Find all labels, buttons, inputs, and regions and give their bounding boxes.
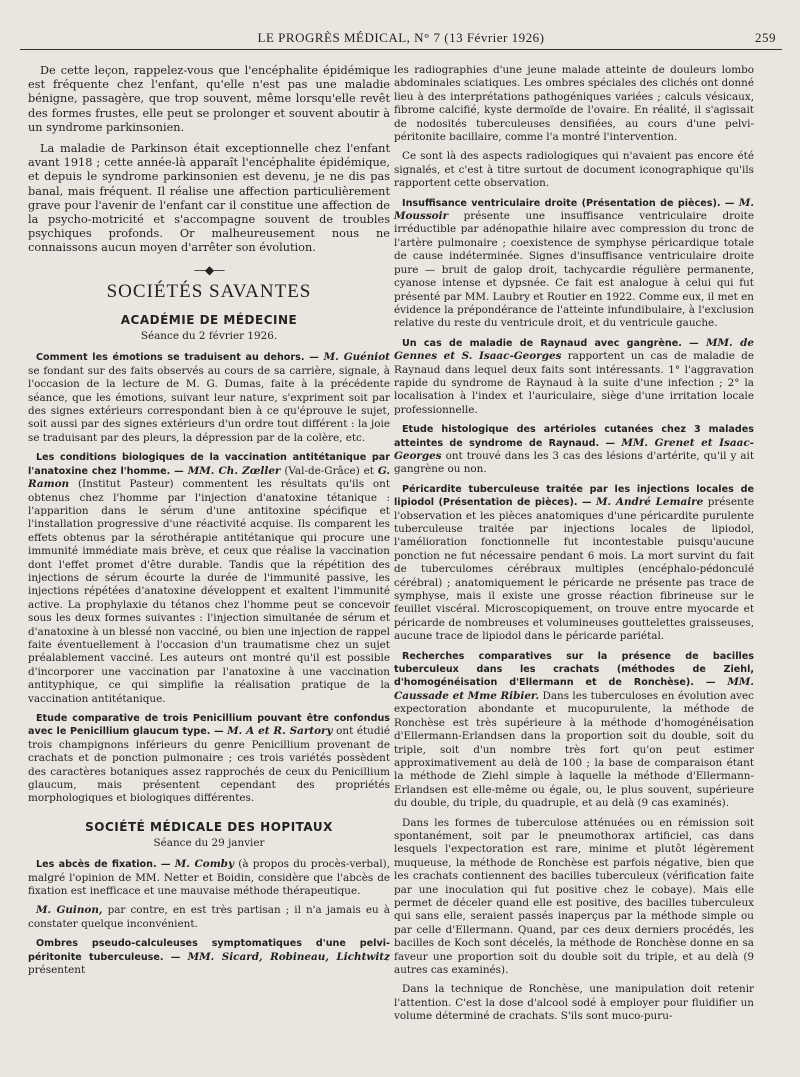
seance-date: Séance du 29 janvier (153, 837, 265, 850)
running-header (20, 27, 782, 50)
communication: Un cas de maladie de Raynaud avec gangrène. — MM. de Gennes et S. Isaac-Georges rapportent un cas de maladie de Raynaud dans lequel deux faits sont intéressants. 1° l'aggravation rapide du syndrome de Raynaud à la suite d'une infection ; 2° la localisation à l'index et l'auriculaire, siège d'une irritation locale professionnelle. (394, 336, 754, 416)
communication: Péricardite tuberculeuse traitée par les injections locales de lipiodol (Présentation de pièces). — M. André Lemaire présente l'observation et les pièces anatomiques d'une péricardite purulente tuberculeuse traitée par injections locales de lipiodol, l'amélioration fonctionnelle fut incontestable puisqu'aucune ponction ne fut nécessaire pendant 6 mois. La mort survint du fait de tuberculomes cérébraux multiples (encéphalo-pédonculé cérébral) ; anatomiquement le péricarde ne présente pas trace de symphyse, mais il existe une grosse réaction fibrineuse sur le feuillet viscéral. Microscopiquement, on trouve entre myocarde et péricarde de nombreuses et volumineuses gouttelettes graisseuses, aucune trace de lipiodol dans le péricarde pariétal. (394, 483, 754, 643)
society-title-hopitaux: SOCIÉTÉ MÉDICALE DES HOPITAUX (85, 819, 333, 834)
section-title: SOCIÉTÉS SAVANTES (106, 280, 312, 302)
journal-title: LE PROGRÈS MÉDICAL, N° 7 (13 Février 1926) (257, 30, 545, 45)
right-column (394, 64, 754, 1030)
section-divider: —◆— (193, 262, 225, 277)
paragraph: Dans les formes de tuberculose atténuées ou en rémission soit spontanément, soit par le pneumothorax artificiel, cas dans lesquels l'expectoration est rare, minime et plutôt légèrement muqueuse, la méthode de Ronchèse est parfois négative, bien que les crachats contiennent des bacilles tuberculeux (vérification faite par une inoculation qui fut positive chez le cobaye). Mais elle permet de déceler quand elle est positive, des bacilles tuberculeux qui sans elle, seraient passés inaperçus par la méthode simple ou par celle d'Ellermann. Quand, par ces deux derniers procédés, les bacilles de Koch sont décelés, la méthode de Ronchèse donne en sa faveur une proportion soit du double soit du triple, et au delà (9 autres cas examinés). (394, 816, 754, 976)
communication: Les abcès de fixation. — M. Comby (à propos du procès-verbal), malgré l'opinion de MM. Netter et Boidin, considère que l'abcès de fixation est inefficace et une mauvaise méthode thérapeutique. (28, 858, 391, 898)
paragraph: La maladie de Parkinson était exceptionnelle chez l'enfant avant 1918 ; cette année-là apparaît l'encéphalite épidémique, et depuis le syndrome parkinsonien est devenu, je ne dis pas banal, mais fréquent. Il réalise une affection particulièrement grave pour l'avenir de l'enfant car il constitue une affection de la psycho-motricité et s'accompagne souvent de troubles psychiques profonds. Or malheureusement nous ne connaissons aucun moyen d'arrêter son évolution. (28, 142, 390, 255)
communication: M. Guinon, par contre, en est très partisan ; il n'a jamais eu à constater quelque inconvénient. (28, 904, 390, 930)
communication: Ombres pseudo-calculeuses symptomatiques d'une pelvi-péritonite tuberculeuse. — MM. Sicard, Robineau, Lichtwitz présentent (28, 938, 390, 977)
page-number: 259 (755, 30, 776, 45)
communication: Etude comparative de trois Penicillium pouvant être confondus avec le Penicillium glaucum type. — M. A et R. Sartory ont étudié trois champignons inférieurs du genre Penicillium provenant de crachats et de ponction pulmonaire ; ces trois variétés possèdent des caractères botaniques assez rapprochés de ceux du Penicillium glaucum, mais présentent cependant des propriétés morphologiques et biologiques différentes. (28, 713, 390, 805)
society-title-academie: ACADÉMIE DE MÉDECINE (120, 313, 298, 328)
paragraph: Dans la technique de Ronchèse, une manipulation doit retenir l'attention. C'est la dose d'alcool sodé à employer pour fluidifier un volume déterminé de crachats. S'ils sont muco-puru- (394, 983, 754, 1023)
paragraph: De cette leçon, rappelez-vous que l'encéphalite épidémique est fréquente chez l'enfant, qu'elle n'est pas une maladie bénigne, passagère, que trop souvent, même lorsqu'elle revêt des formes frustes, elle peut se prolonger et souvent aboutir à un syndrome parkinsonien. (28, 64, 390, 134)
communication: Les conditions biologiques de la vaccination antitétanique par l'anatoxine chez l'homme. — MM. Ch. Zœller (Val-de-Grâce) et G. Ramon (Institut Pasteur) commentent les résultats qu'ils ont obtenus chez l'homme par l'injection d'anatoxine tétanique : l'apparition dans le sérum d'une antitoxine spécifique et l'installation progressive d'une réactivité acquise. Ils comparent les effets obtenus par la sérothérapie antitétanique qui procure une immunité immédiate mais brève, et ceux que réalise la vaccination dont l'effet promet d'être durable. Tandis que la répétition des injections de sérum écourte la durée de l'immunité passive, les injections répétées d'anatoxine développent et exaltent l'immunité active. La prophylaxie du tétanos chez l'homme peut se concevoir sous les deux formes suivantes : l'injection simultanée de sérum et d'anatoxine à un blessé non vacciné, ou bien une injection de rappel faite éventuellement à l'occasion d'un traumatisme chez un sujet préalablement vacciné. Les auteurs ont montré qu'il est possible d'incorporer une vaccination par l'anatoxine à une vaccination antityphique, ce qui simplifie la réalisation pratique de la vaccination antitétanique. (28, 452, 391, 705)
paragraph: les radiographies d'une jeune malade atteinte de douleurs lombo abdominales sciatiques. Les ombres spéciales des clichés ont donné lieu à des interprétations pathogéniques variées ; calculs vésicaux, fibrome calcifié, kyste dermoïde de l'ovaire. En réalité, il s'agissait de nodosités tuberculeuses densifiées, au cours d'une pelvi-péritonite bacillaire, comme l'a montré l'intervention. (394, 64, 754, 144)
seance-date: Séance du 2 février 1926. (140, 330, 278, 343)
paragraph: Ce sont là des aspects radiologiques qui n'avaient pas encore été signalés, et c'est à titre surtout de document iconographique qu'ils rapportent cette observation. (394, 150, 754, 190)
communication: Comment les émotions se traduisent au dehors. — M. Guéniot se fondant sur des faits observés au cours de sa carrière, signale, à l'occasion de la lecture de M. G. Dumas, faite à la précédente séance, que les émotions, suivant leur nature, s'expriment soit par des signes extérieurs correspondant bien à ce qu'éprouve le sujet, soit aussi par des signes extérieurs d'un ordre tout différent : la joie se traduisant par des pleurs, la dépression par de la colère, etc. (28, 351, 390, 444)
communication: Etude histologique des artérioles cutanées chez 3 malades atteintes de syndrome de Raynaud. — MM. Grenet et Isaac-Georges ont trouvé dans les 3 cas des lésions d'artérite, qu'il y ait gangrène ou non. (394, 424, 755, 476)
communication: Insuffisance ventriculaire droite (Présentation de pièces). — M. Moussoir présente une insuffisance ventriculaire droite irréductible par adénopathie hilaire avec compression du tronc de l'artère pulmonaire ; coexistence de symphyse péricardique totale de cause indéterminée. Signes d'insuffisance ventriculaire droite pure — bruit de galop droit, tachycardie régulière permanente, cyanose intense et dypsnée. Ce fait est analogue à celui qui fut présenté par MM. Laubry et Routier en 1922. Comme eux, il met en évidence la prépondérance de l'atteinte infundibulaire, à l'exclusion relative du reste du ventricule droit, et du ventricule gauche. (394, 196, 754, 330)
left-column (28, 64, 390, 984)
communication: Recherches comparatives sur la présence de bacilles tuberculeux dans les crachats (méthodes de Ziehl, d'homogénéisation d'Ellermann et de Ronchèse). — MM. Caussade et Mme Ribier. Dans les tuberculoses en évolution avec expectoration abondante et mucopurulente, la méthode de Ronchèse est très supérieure à la méthode d'homogénéisation d'Ellermann-Erlandsen dans la proportion soit du double, soit du triple, soit d'un nombre très fort qu'on peut estimer approximativement au delà de 100 ; la base de comparaison étant la méthode de Ziehl simple à laquelle la méthode d'Ellermann-Erlandsen est elle-même ou égale, ou, le plus souvent, supérieure du double, du triple, du quadruple, et au delà (9 cas examinés). (394, 650, 755, 810)
